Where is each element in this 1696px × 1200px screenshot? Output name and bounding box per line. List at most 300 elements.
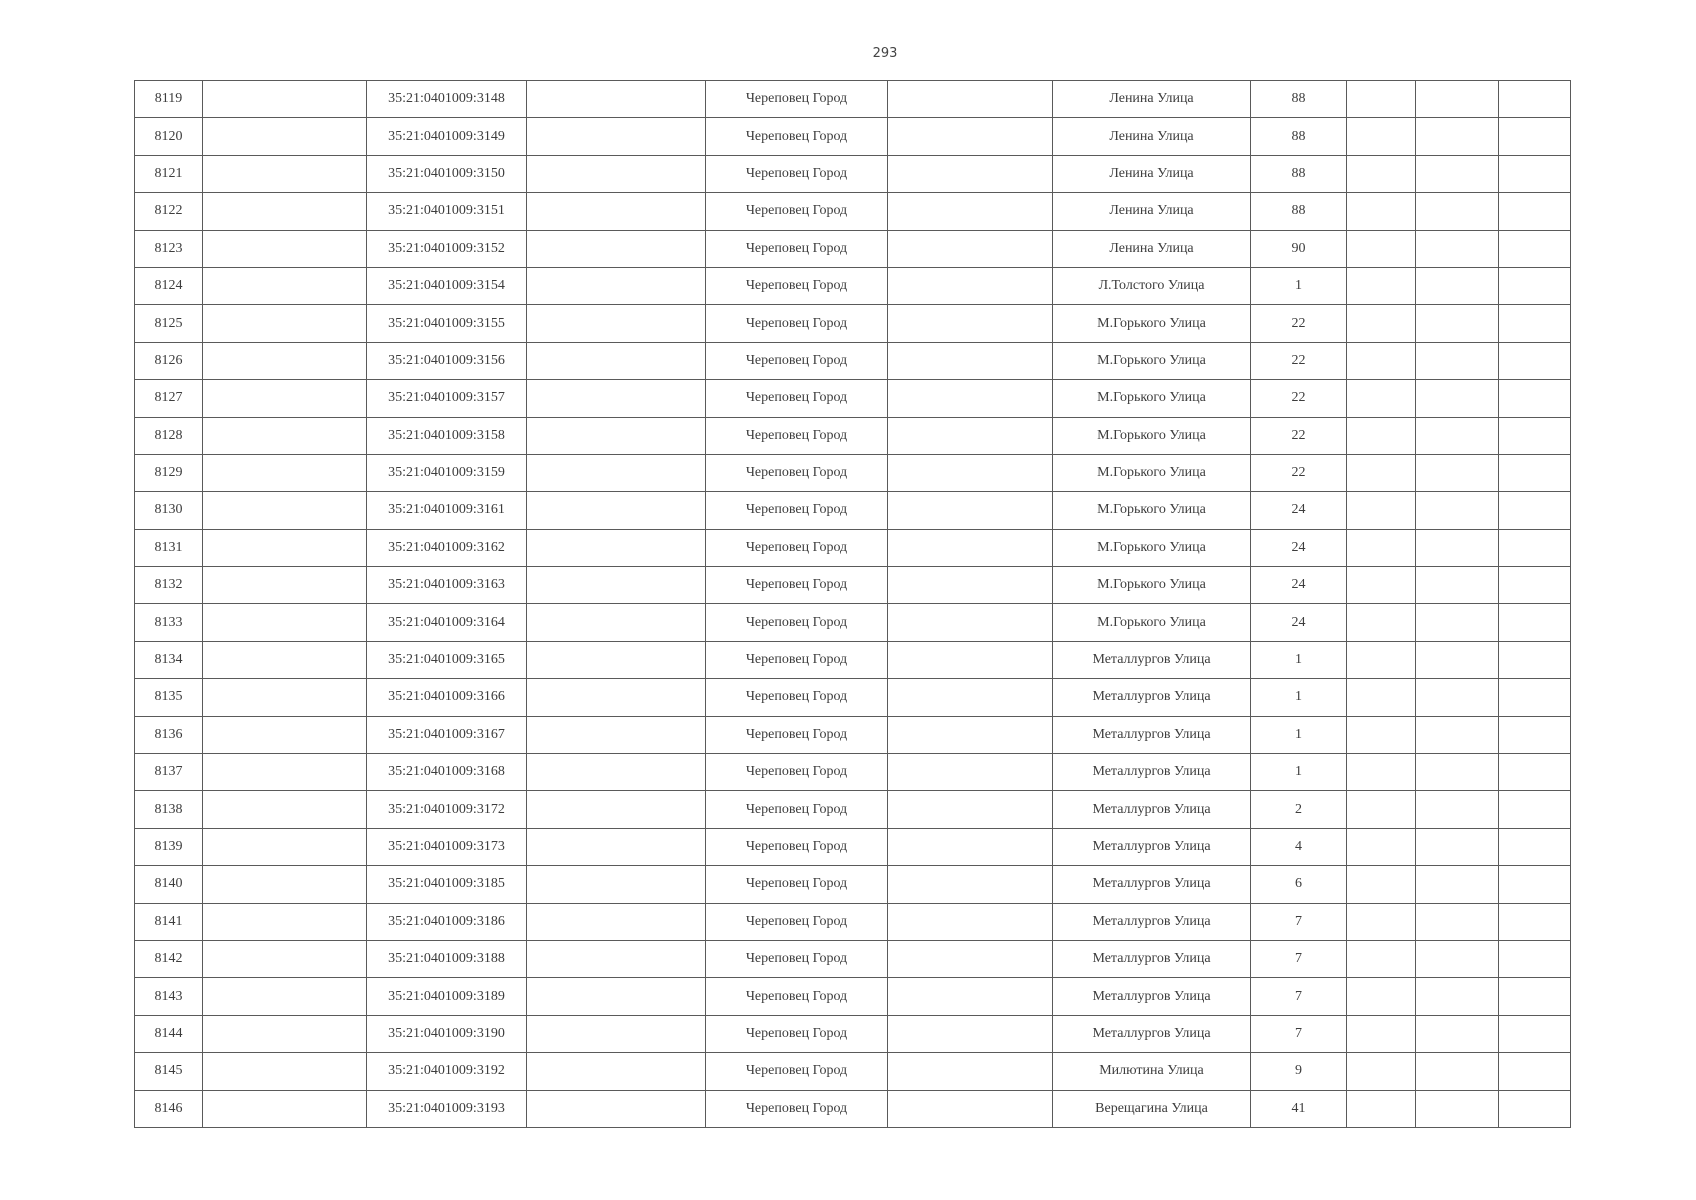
empty-cell <box>1347 230 1416 267</box>
street-cell: М.Горького Улица <box>1053 380 1251 417</box>
row-number-cell: 8123 <box>135 230 203 267</box>
empty-cell <box>1416 716 1499 753</box>
table-row <box>135 604 1571 641</box>
empty-cell <box>888 641 1053 678</box>
empty-cell <box>888 81 1053 118</box>
empty-cell <box>888 716 1053 753</box>
empty-cell <box>1347 754 1416 791</box>
empty-cell <box>1416 866 1499 903</box>
settlement-cell: Череповец Город <box>706 118 888 155</box>
empty-cell <box>1499 604 1571 641</box>
house-number-cell: 7 <box>1251 940 1347 977</box>
street-cell: Металлургов Улица <box>1053 903 1251 940</box>
settlement-cell: Череповец Город <box>706 454 888 491</box>
empty-cell <box>1499 230 1571 267</box>
empty-cell <box>1347 454 1416 491</box>
cadastral-number-cell: 35:21:0401009:3156 <box>367 342 527 379</box>
house-number-cell: 24 <box>1251 604 1347 641</box>
empty-cell <box>1347 81 1416 118</box>
settlement-cell: Череповец Город <box>706 1053 888 1090</box>
empty-cell <box>1416 903 1499 940</box>
cadastral-number-cell: 35:21:0401009:3154 <box>367 267 527 304</box>
row-number-cell: 8140 <box>135 866 203 903</box>
house-number-cell: 1 <box>1251 641 1347 678</box>
empty-cell <box>527 454 706 491</box>
empty-cell <box>888 380 1053 417</box>
empty-cell <box>1499 342 1571 379</box>
empty-cell <box>888 940 1053 977</box>
table-row <box>135 492 1571 529</box>
empty-cell <box>888 754 1053 791</box>
empty-cell <box>1347 1053 1416 1090</box>
empty-cell <box>203 567 367 604</box>
settlement-cell: Череповец Город <box>706 604 888 641</box>
empty-cell <box>888 342 1053 379</box>
street-cell: Металлургов Улица <box>1053 791 1251 828</box>
table-row <box>135 978 1571 1015</box>
empty-cell <box>1347 305 1416 342</box>
empty-cell <box>203 754 367 791</box>
cadastral-number-cell: 35:21:0401009:3162 <box>367 529 527 566</box>
house-number-cell: 88 <box>1251 155 1347 192</box>
cadastral-number-cell: 35:21:0401009:3192 <box>367 1053 527 1090</box>
empty-cell <box>1347 380 1416 417</box>
street-cell: М.Горького Улица <box>1053 342 1251 379</box>
house-number-cell: 41 <box>1251 1090 1347 1127</box>
street-cell: Металлургов Улица <box>1053 940 1251 977</box>
empty-cell <box>1499 118 1571 155</box>
empty-cell <box>1416 305 1499 342</box>
empty-cell <box>1347 492 1416 529</box>
empty-cell <box>1347 342 1416 379</box>
empty-cell <box>1499 866 1571 903</box>
empty-cell <box>1416 380 1499 417</box>
empty-cell <box>203 193 367 230</box>
settlement-cell: Череповец Город <box>706 305 888 342</box>
house-number-cell: 24 <box>1251 492 1347 529</box>
cadastral-number-cell: 35:21:0401009:3163 <box>367 567 527 604</box>
house-number-cell: 1 <box>1251 267 1347 304</box>
street-cell: Металлургов Улица <box>1053 679 1251 716</box>
empty-cell <box>527 791 706 828</box>
row-number-cell: 8143 <box>135 978 203 1015</box>
empty-cell <box>1347 716 1416 753</box>
empty-cell <box>203 118 367 155</box>
empty-cell <box>1347 155 1416 192</box>
empty-cell <box>1499 380 1571 417</box>
row-number-cell: 8125 <box>135 305 203 342</box>
empty-cell <box>203 454 367 491</box>
empty-cell <box>527 903 706 940</box>
empty-cell <box>1416 118 1499 155</box>
page-number: 293 <box>872 46 898 61</box>
empty-cell <box>1499 679 1571 716</box>
empty-cell <box>1499 1015 1571 1052</box>
empty-cell <box>203 267 367 304</box>
row-number-cell: 8145 <box>135 1053 203 1090</box>
row-number-cell: 8120 <box>135 118 203 155</box>
street-cell: Металлургов Улица <box>1053 716 1251 753</box>
street-cell: Л.Толстого Улица <box>1053 267 1251 304</box>
table-row <box>135 380 1571 417</box>
empty-cell <box>888 1053 1053 1090</box>
empty-cell <box>527 754 706 791</box>
empty-cell <box>1347 193 1416 230</box>
cadastral-number-cell: 35:21:0401009:3186 <box>367 903 527 940</box>
empty-cell <box>1416 940 1499 977</box>
empty-cell <box>1416 754 1499 791</box>
cadastral-number-cell: 35:21:0401009:3185 <box>367 866 527 903</box>
empty-cell <box>1416 230 1499 267</box>
street-cell: Ленина Улица <box>1053 193 1251 230</box>
empty-cell <box>1499 454 1571 491</box>
street-cell: Металлургов Улица <box>1053 828 1251 865</box>
row-number-cell: 8122 <box>135 193 203 230</box>
empty-cell <box>203 155 367 192</box>
empty-cell <box>527 118 706 155</box>
empty-cell <box>527 940 706 977</box>
house-number-cell: 9 <box>1251 1053 1347 1090</box>
empty-cell <box>527 1015 706 1052</box>
street-cell: Ленина Улица <box>1053 230 1251 267</box>
street-cell: М.Горького Улица <box>1053 604 1251 641</box>
empty-cell <box>888 417 1053 454</box>
street-cell: М.Горького Улица <box>1053 529 1251 566</box>
empty-cell <box>1416 828 1499 865</box>
settlement-cell: Череповец Город <box>706 267 888 304</box>
empty-cell <box>1347 567 1416 604</box>
row-number-cell: 8142 <box>135 940 203 977</box>
table-row <box>135 866 1571 903</box>
empty-cell <box>1499 155 1571 192</box>
row-number-cell: 8144 <box>135 1015 203 1052</box>
empty-cell <box>203 978 367 1015</box>
street-cell: Металлургов Улица <box>1053 1015 1251 1052</box>
row-number-cell: 8132 <box>135 567 203 604</box>
empty-cell <box>527 380 706 417</box>
empty-cell <box>1416 1015 1499 1052</box>
empty-cell <box>1416 679 1499 716</box>
empty-cell <box>888 230 1053 267</box>
empty-cell <box>1499 754 1571 791</box>
row-number-cell: 8131 <box>135 529 203 566</box>
row-number-cell: 8141 <box>135 903 203 940</box>
empty-cell <box>1499 978 1571 1015</box>
empty-cell <box>1347 978 1416 1015</box>
table-row <box>135 903 1571 940</box>
empty-cell <box>888 155 1053 192</box>
cadastral-number-cell: 35:21:0401009:3173 <box>367 828 527 865</box>
row-number-cell: 8130 <box>135 492 203 529</box>
empty-cell <box>1499 492 1571 529</box>
empty-cell <box>527 866 706 903</box>
empty-cell <box>1416 567 1499 604</box>
settlement-cell: Череповец Город <box>706 641 888 678</box>
table-row <box>135 754 1571 791</box>
cadastral-number-cell: 35:21:0401009:3150 <box>367 155 527 192</box>
empty-cell <box>1499 193 1571 230</box>
empty-cell <box>888 903 1053 940</box>
cadastral-number-cell: 35:21:0401009:3155 <box>367 305 527 342</box>
table-row <box>135 1053 1571 1090</box>
cadastral-number-cell: 35:21:0401009:3149 <box>367 118 527 155</box>
empty-cell <box>888 305 1053 342</box>
street-cell: Милютина Улица <box>1053 1053 1251 1090</box>
settlement-cell: Череповец Город <box>706 940 888 977</box>
empty-cell <box>1347 417 1416 454</box>
street-cell: Ленина Улица <box>1053 118 1251 155</box>
settlement-cell: Череповец Город <box>706 417 888 454</box>
settlement-cell: Череповец Город <box>706 791 888 828</box>
cadastral-number-cell: 35:21:0401009:3161 <box>367 492 527 529</box>
table-row <box>135 529 1571 566</box>
house-number-cell: 1 <box>1251 754 1347 791</box>
empty-cell <box>888 1015 1053 1052</box>
table-row <box>135 155 1571 192</box>
empty-cell <box>527 342 706 379</box>
row-number-cell: 8136 <box>135 716 203 753</box>
table-row <box>135 454 1571 491</box>
empty-cell <box>527 567 706 604</box>
empty-cell <box>1416 155 1499 192</box>
cadastral-number-cell: 35:21:0401009:3188 <box>367 940 527 977</box>
empty-cell <box>888 267 1053 304</box>
empty-cell <box>203 417 367 454</box>
empty-cell <box>203 305 367 342</box>
registry-table <box>134 80 1571 1128</box>
empty-cell <box>1416 604 1499 641</box>
house-number-cell: 22 <box>1251 342 1347 379</box>
house-number-cell: 2 <box>1251 791 1347 828</box>
empty-cell <box>1499 641 1571 678</box>
empty-cell <box>203 903 367 940</box>
cadastral-number-cell: 35:21:0401009:3159 <box>367 454 527 491</box>
table-row <box>135 267 1571 304</box>
empty-cell <box>1416 342 1499 379</box>
cadastral-number-cell: 35:21:0401009:3148 <box>367 81 527 118</box>
table-row <box>135 828 1571 865</box>
empty-cell <box>1347 267 1416 304</box>
house-number-cell: 88 <box>1251 193 1347 230</box>
empty-cell <box>1499 267 1571 304</box>
empty-cell <box>527 267 706 304</box>
table-row <box>135 417 1571 454</box>
settlement-cell: Череповец Город <box>706 716 888 753</box>
empty-cell <box>527 828 706 865</box>
empty-cell <box>527 716 706 753</box>
street-cell: Металлургов Улица <box>1053 978 1251 1015</box>
empty-cell <box>203 380 367 417</box>
empty-cell <box>888 492 1053 529</box>
empty-cell <box>1347 641 1416 678</box>
empty-cell <box>527 641 706 678</box>
empty-cell <box>527 1053 706 1090</box>
empty-cell <box>203 866 367 903</box>
cadastral-number-cell: 35:21:0401009:3164 <box>367 604 527 641</box>
empty-cell <box>1416 454 1499 491</box>
empty-cell <box>888 791 1053 828</box>
empty-cell <box>1416 267 1499 304</box>
settlement-cell: Череповец Город <box>706 978 888 1015</box>
empty-cell <box>1416 193 1499 230</box>
house-number-cell: 90 <box>1251 230 1347 267</box>
empty-cell <box>1347 118 1416 155</box>
street-cell: Металлургов Улица <box>1053 754 1251 791</box>
row-number-cell: 8133 <box>135 604 203 641</box>
row-number-cell: 8146 <box>135 1090 203 1127</box>
street-cell: Верещагина Улица <box>1053 1090 1251 1127</box>
empty-cell <box>1416 1053 1499 1090</box>
empty-cell <box>1347 1015 1416 1052</box>
empty-cell <box>203 940 367 977</box>
street-cell: М.Горького Улица <box>1053 305 1251 342</box>
table-row <box>135 716 1571 753</box>
empty-cell <box>1416 492 1499 529</box>
empty-cell <box>1499 940 1571 977</box>
empty-cell <box>1499 1053 1571 1090</box>
table-row <box>135 641 1571 678</box>
empty-cell <box>203 230 367 267</box>
empty-cell <box>527 193 706 230</box>
empty-cell <box>1347 529 1416 566</box>
empty-cell <box>1347 679 1416 716</box>
settlement-cell: Череповец Город <box>706 1090 888 1127</box>
house-number-cell: 7 <box>1251 903 1347 940</box>
empty-cell <box>888 828 1053 865</box>
empty-cell <box>203 342 367 379</box>
row-number-cell: 8135 <box>135 679 203 716</box>
registry-body <box>135 81 1571 1128</box>
settlement-cell: Череповец Город <box>706 903 888 940</box>
house-number-cell: 7 <box>1251 1015 1347 1052</box>
table-row <box>135 791 1571 828</box>
settlement-cell: Череповец Город <box>706 81 888 118</box>
empty-cell <box>1416 417 1499 454</box>
row-number-cell: 8127 <box>135 380 203 417</box>
table-row <box>135 940 1571 977</box>
empty-cell <box>1347 791 1416 828</box>
street-cell: Металлургов Улица <box>1053 866 1251 903</box>
settlement-cell: Череповец Город <box>706 679 888 716</box>
cadastral-number-cell: 35:21:0401009:3189 <box>367 978 527 1015</box>
table-row <box>135 567 1571 604</box>
empty-cell <box>203 604 367 641</box>
row-number-cell: 8121 <box>135 155 203 192</box>
cadastral-number-cell: 35:21:0401009:3193 <box>367 1090 527 1127</box>
table-row <box>135 193 1571 230</box>
house-number-cell: 22 <box>1251 305 1347 342</box>
house-number-cell: 88 <box>1251 118 1347 155</box>
settlement-cell: Череповец Город <box>706 492 888 529</box>
empty-cell <box>1416 81 1499 118</box>
empty-cell <box>203 679 367 716</box>
cadastral-number-cell: 35:21:0401009:3166 <box>367 679 527 716</box>
house-number-cell: 22 <box>1251 380 1347 417</box>
empty-cell <box>527 978 706 1015</box>
settlement-cell: Череповец Город <box>706 866 888 903</box>
settlement-cell: Череповец Город <box>706 230 888 267</box>
row-number-cell: 8119 <box>135 81 203 118</box>
empty-cell <box>527 81 706 118</box>
empty-cell <box>1499 1090 1571 1127</box>
empty-cell <box>203 1015 367 1052</box>
empty-cell <box>888 1090 1053 1127</box>
table-row <box>135 230 1571 267</box>
empty-cell <box>1499 417 1571 454</box>
settlement-cell: Череповец Город <box>706 754 888 791</box>
empty-cell <box>203 716 367 753</box>
empty-cell <box>1347 866 1416 903</box>
empty-cell <box>888 193 1053 230</box>
house-number-cell: 88 <box>1251 81 1347 118</box>
house-number-cell: 24 <box>1251 567 1347 604</box>
cadastral-number-cell: 35:21:0401009:3158 <box>367 417 527 454</box>
table-row <box>135 305 1571 342</box>
empty-cell <box>527 604 706 641</box>
house-number-cell: 7 <box>1251 978 1347 1015</box>
settlement-cell: Череповец Город <box>706 342 888 379</box>
empty-cell <box>203 791 367 828</box>
cadastral-number-cell: 35:21:0401009:3152 <box>367 230 527 267</box>
empty-cell <box>1499 567 1571 604</box>
street-cell: М.Горького Улица <box>1053 454 1251 491</box>
empty-cell <box>888 866 1053 903</box>
table-row <box>135 679 1571 716</box>
settlement-cell: Череповец Город <box>706 828 888 865</box>
empty-cell <box>1499 716 1571 753</box>
empty-cell <box>1416 1090 1499 1127</box>
empty-cell <box>1499 81 1571 118</box>
street-cell: М.Горького Улица <box>1053 567 1251 604</box>
empty-cell <box>527 305 706 342</box>
table-row <box>135 1090 1571 1127</box>
empty-cell <box>203 828 367 865</box>
empty-cell <box>1347 903 1416 940</box>
empty-cell <box>1347 1090 1416 1127</box>
row-number-cell: 8138 <box>135 791 203 828</box>
empty-cell <box>888 604 1053 641</box>
settlement-cell: Череповец Город <box>706 567 888 604</box>
empty-cell <box>1347 940 1416 977</box>
empty-cell <box>1499 529 1571 566</box>
settlement-cell: Череповец Город <box>706 193 888 230</box>
table-row <box>135 81 1571 118</box>
house-number-cell: 22 <box>1251 454 1347 491</box>
empty-cell <box>527 230 706 267</box>
row-number-cell: 8129 <box>135 454 203 491</box>
settlement-cell: Череповец Город <box>706 155 888 192</box>
empty-cell <box>888 454 1053 491</box>
street-cell: Ленина Улица <box>1053 155 1251 192</box>
row-number-cell: 8126 <box>135 342 203 379</box>
street-cell: М.Горького Улица <box>1053 492 1251 529</box>
empty-cell <box>203 492 367 529</box>
empty-cell <box>527 155 706 192</box>
empty-cell <box>888 978 1053 1015</box>
empty-cell <box>1499 828 1571 865</box>
empty-cell <box>1347 604 1416 641</box>
empty-cell <box>1347 828 1416 865</box>
settlement-cell: Череповец Город <box>706 529 888 566</box>
empty-cell <box>1416 529 1499 566</box>
cadastral-number-cell: 35:21:0401009:3167 <box>367 716 527 753</box>
cadastral-number-cell: 35:21:0401009:3172 <box>367 791 527 828</box>
table-row <box>135 342 1571 379</box>
empty-cell <box>527 679 706 716</box>
house-number-cell: 22 <box>1251 417 1347 454</box>
street-cell: Ленина Улица <box>1053 81 1251 118</box>
empty-cell <box>1416 978 1499 1015</box>
